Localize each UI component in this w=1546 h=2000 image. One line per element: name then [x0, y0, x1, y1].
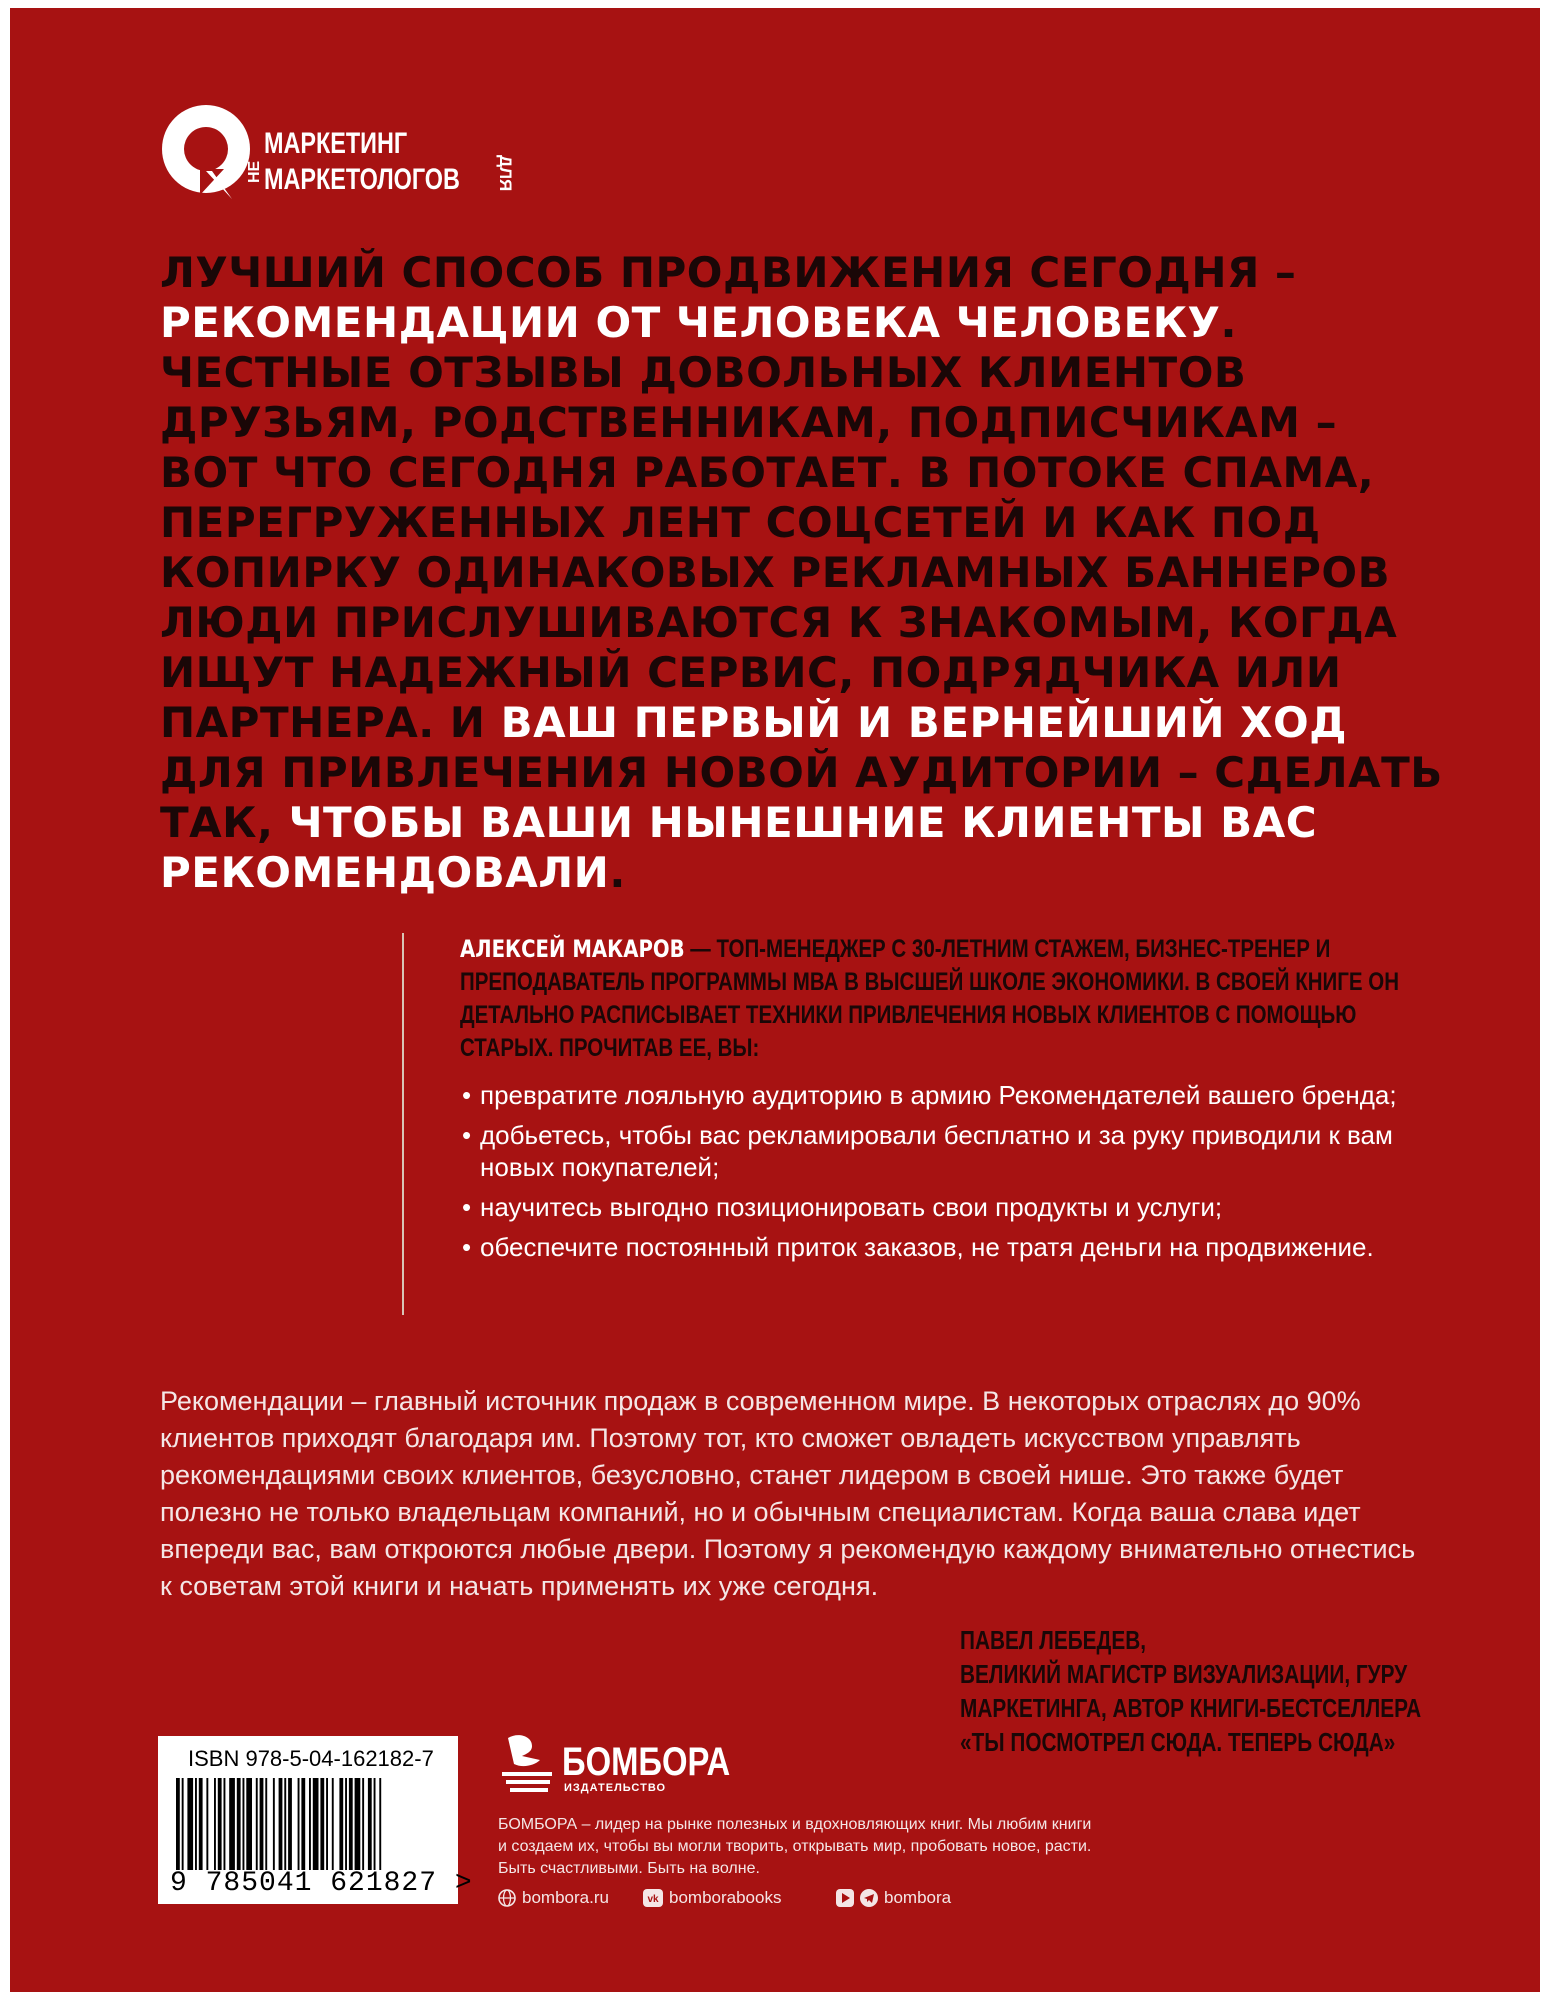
barcode-bar — [256, 1778, 258, 1870]
barcode-bar — [349, 1778, 353, 1870]
book-back-cover — [10, 8, 1540, 1992]
barcode-bar — [237, 1778, 241, 1870]
benefit-item: • добьетесь, чтобы вас рекламировали бесплатно и за руку приводили к вам новых покупателей; — [460, 1119, 1420, 1183]
social-telegram-label: bombora — [884, 1888, 952, 1907]
speech-bubble-logo-icon — [160, 103, 252, 203]
barcode-bar — [279, 1778, 283, 1870]
barcode-bar — [309, 1778, 311, 1870]
barcode-bar — [288, 1778, 292, 1870]
endorsement-author-line: ВЕЛИКИЙ МАГИСТР ВИЗУАЛИЗАЦИИ, ГУРУ — [960, 1659, 1408, 1689]
globe-icon — [498, 1889, 516, 1907]
social-links — [498, 1888, 1098, 1914]
barcode-bar — [199, 1778, 203, 1870]
series-logo — [160, 103, 680, 213]
social-vk[interactable] — [643, 1888, 781, 1908]
ean-digits: 9 785041 621827 > — [170, 1868, 473, 1899]
barcode-bar — [313, 1778, 319, 1870]
social-website-label: bombora.ru — [522, 1888, 609, 1907]
headline-segment: ЛУЧШИЙ СПОСОБ ПРОДВИЖЕНИЯ СЕГОДНЯ – — [160, 248, 1297, 297]
series-title-line1: МАРКЕТИНГ — [264, 127, 408, 160]
publisher-name: БОМБОРА — [562, 1740, 731, 1784]
author-name: АЛЕКСЕЙ МАКАРОВ — [460, 935, 685, 963]
barcode-bar — [284, 1778, 286, 1870]
headline-segment — [1225, 698, 1240, 747]
play-icon — [836, 1889, 854, 1907]
barcode-bar — [214, 1778, 216, 1870]
barcode-bar — [301, 1778, 305, 1870]
author-intro — [460, 933, 1419, 1065]
vk-icon — [643, 1889, 663, 1907]
barcode-bar — [229, 1778, 235, 1870]
barcode-bar — [332, 1778, 334, 1870]
isbn-number: ISBN 978-5-04-162182-7 — [188, 1746, 434, 1771]
barcode-bar — [265, 1778, 267, 1870]
headline-segment: . ЧЕСТНЫЕ ОТЗЫВЫ ДОВОЛЬНЫХ КЛИЕНТОВ ДРУЗЬЯМ, РОДСТВЕННИКАМ, ПОДПИСЧИКАМ – ВОТ ЧТО СЕГОДНЯ РАБОТАЕТ. В ПОТОКЕ СПАМА, ПЕРЕГРУЖЕННЫХ ЛЕНТ СОЦСЕТЕЙ И КАК ПОД КОПИРКУ ОДИНАКОВЫХ РЕКЛАМНЫХ БАННЕРОВ ЛЮДИ ПРИСЛУШИВАЮТСЯ К ЗНАКОМЫМ, КОГДА ИЩУТ НАДЕЖНЫЙ СЕРВИС, ПОДРЯДЧИКА ИЛИ ПАРТНЕРА. И — [160, 298, 1398, 747]
barcode-bar — [195, 1778, 197, 1870]
barcode-bars — [176, 1778, 444, 1870]
headline-segment: ДЛЯ ПРИВЛЕЧЕНИЯ НОВОЙ АУДИТОРИИ – СДЕЛАТЬ ТАК, — [160, 748, 1443, 847]
publisher-subtitle: ИЗДАТЕЛЬСТВО — [564, 1782, 667, 1794]
social-telegram[interactable] — [836, 1888, 951, 1908]
series-title-ne: НЕ — [246, 160, 263, 183]
barcode-bar — [379, 1778, 381, 1870]
barcode-bar — [345, 1778, 347, 1870]
author-divider — [402, 933, 404, 1315]
isbn-barcode — [158, 1736, 473, 1904]
barcode-bar — [187, 1778, 193, 1870]
svg-text:vk: vk — [647, 1894, 659, 1905]
endorsement-author-line: ПАВЕЛ ЛЕБЕДЕВ, — [960, 1625, 1147, 1655]
barcode-bar — [298, 1778, 300, 1870]
headline-highlight: ВАШ ПЕРВЫЙ И ВЕРНЕЙШИЙ — [500, 698, 1225, 747]
headline-highlight: РЕКОМЕНДАЦИИ ОТ ЧЕЛОВЕКА ЧЕЛОВЕКУ — [160, 298, 1221, 347]
benefit-item: • превратите лояльную аудиторию в армию Рекомендателей вашего бренда; — [460, 1079, 1420, 1111]
barcode-bar — [320, 1778, 324, 1870]
author-bio: — ТОП-МЕНЕДЖЕР С 30-ЛЕТНИМ СТАЖЕМ, БИЗНЕС-ТРЕНЕР И ПРЕПОДАВАТЕЛЬ ПРОГРАММЫ МВА В ВЫСШЕЙ ШКОЛЕ ЭКОНОМИКИ. В СВОЕЙ КНИГЕ ОН ДЕТАЛЬНО РАСПИСЫВАЕТ ТЕХНИКИ ПРИВЛЕЧЕНИЯ НОВЫХ КЛИЕНТОВ С ПОМОЩЬЮ СТАРЫХ. ПРОЧИТАВ ЕЕ, ВЫ: — [460, 935, 1400, 1062]
barcode-bar — [368, 1778, 372, 1870]
barcode-bar — [260, 1778, 264, 1870]
barcode-bar — [326, 1778, 328, 1870]
benefit-item: • обеспечите постоянный приток заказов, не тратя деньги на продвижение. — [460, 1231, 1420, 1263]
social-vk-label: bomborabooks — [669, 1888, 782, 1907]
headline — [160, 248, 1450, 898]
headline-highlight: ЧТОБЫ ВАШИ НЫНЕШНИЕ КЛИЕНТЫ ВАС РЕКОМЕНДОВАЛИ — [160, 798, 1318, 897]
series-title-dlya: ДЛЯ — [496, 155, 515, 192]
barcode-bar — [355, 1778, 361, 1870]
headline-highlight: ХОД — [1240, 698, 1348, 747]
social-website[interactable] — [498, 1888, 609, 1908]
barcode-bar — [182, 1778, 184, 1870]
barcode-bar — [273, 1778, 275, 1870]
benefits-list — [460, 1079, 1420, 1263]
barcode-bar — [362, 1778, 364, 1870]
barcode-bar — [246, 1778, 252, 1870]
series-title-line2: МАРКЕТОЛОГОВ — [264, 163, 460, 196]
bombora-logo-icon — [498, 1730, 556, 1794]
barcode-bar — [339, 1778, 343, 1870]
publisher-description: БОМБОРА – лидер на рынке полезных и вдохновляющих книг. Мы любим книги и создаем их, чтобы вы могли творить, открывать мир, пробовать новое, расти. Быть счастливыми. Быть на волне. — [498, 1816, 1092, 1877]
headline-segment: . — [609, 848, 626, 897]
barcode-bar — [224, 1778, 226, 1870]
barcode-bar — [374, 1778, 376, 1870]
telegram-icon — [860, 1889, 878, 1907]
endorsement-quote: Рекомендации – главный источник продаж в современном мире. В некоторых отраслях до 90% клиентов приходят благодаря им. Поэтому тот, кто сможет овладеть искусством управлять рекомендациями своих клиентов, безусловно, станет лидером в своей нише. Это также будет полезно не только владельцам компаний, но и обычным специалистам. Когда ваша слава идет впереди вас, вам откроются любые двери. Поэтому я рекомендую каждому внимательно отнестись к советам этой книги и начать применять их уже сегодня. — [160, 1386, 1416, 1601]
barcode-bar — [243, 1778, 245, 1870]
endorsement-author-line: «ТЫ ПОСМОТРЕЛ СЮДА. ТЕПЕРЬ СЮДА» — [960, 1727, 1396, 1757]
author-block — [460, 933, 1420, 1271]
endorsement-author — [960, 1623, 1422, 1759]
endorsement-author-line: МАРКЕТИНГА, АВТОР КНИГИ-БЕСТСЕЛЛЕРА — [960, 1693, 1422, 1723]
barcode-bar — [176, 1778, 180, 1870]
benefit-item: • научитесь выгодно позиционировать свои продукты и услуги; — [460, 1191, 1420, 1223]
barcode-bar — [206, 1778, 208, 1870]
barcode-bar — [218, 1778, 222, 1870]
